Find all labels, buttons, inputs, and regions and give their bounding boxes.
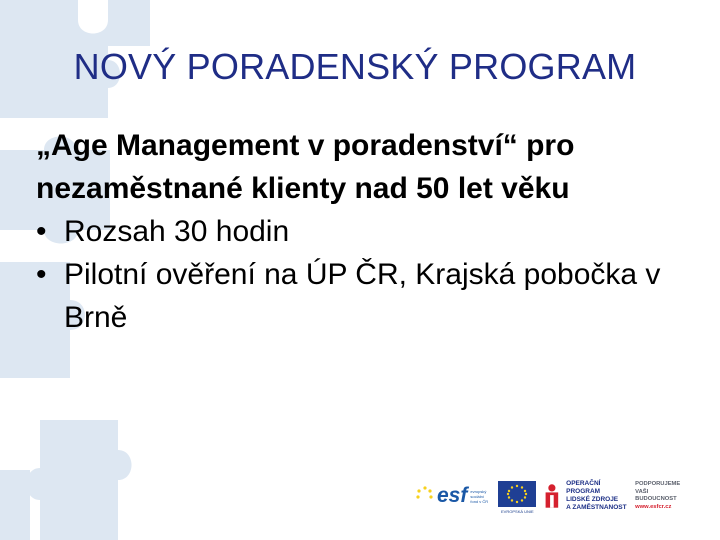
esf-wordmark: esf (437, 484, 468, 507)
op-line: A ZAMĚSTNANOST (566, 504, 627, 511)
esfcr-url-link[interactable]: www.esfcr.cz (635, 503, 672, 510)
support-line: VAŠI BUDOUCNOST (635, 488, 677, 502)
footer-logo-strip (416, 476, 686, 516)
bullet-list (36, 210, 686, 339)
bullet-text: Rozsah 30 hodin (64, 215, 290, 248)
bullet-marker: • (36, 258, 47, 291)
bullet-item-pilot (36, 253, 686, 339)
support-line: PODPORUJEME (635, 481, 681, 487)
slide-title: NOVÝ PORADENSKÝ PROGRAM (73, 46, 637, 87)
eu-flag-icon (498, 479, 536, 509)
esf-logo (416, 484, 492, 508)
op-line: LIDSKÉ ZDROJE (566, 496, 619, 503)
support-text (635, 481, 686, 511)
program-subtitle: „Age Management v poradenství“ pro nezaměstnané klienty nad 50 let věku (36, 129, 575, 205)
op-text (566, 480, 629, 512)
bullet-text: Pilotní ověření na ÚP ČR, Krajská pobočka v Brně (64, 258, 661, 334)
esf-caption: evropský sociální fond v ČR (470, 488, 489, 504)
op-line: OPERAČNÍ PROGRAM (566, 480, 601, 495)
eu-caption: EVROPSKÁ UNIE (501, 508, 534, 514)
bullet-marker: • (36, 215, 47, 248)
eu-logo (498, 479, 536, 514)
op-logo (542, 480, 629, 512)
slide-content (36, 124, 686, 339)
bullet-item-scope (36, 210, 686, 253)
op-human-figure-icon (542, 481, 562, 511)
esf-stars-icon (416, 485, 434, 507)
